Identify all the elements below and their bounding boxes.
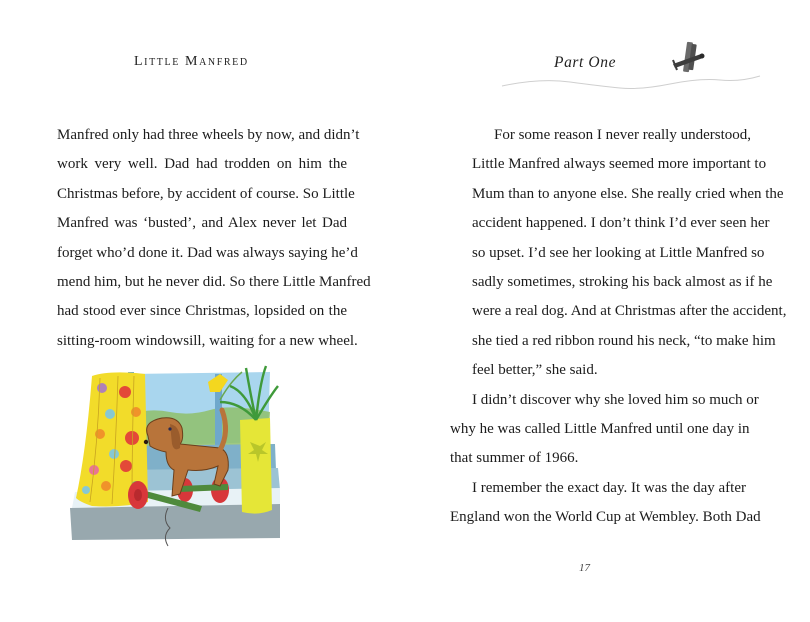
biplane-icon xyxy=(671,40,705,76)
running-head: Little Manfred xyxy=(134,54,249,69)
paragraph xyxy=(450,474,761,533)
paragraph xyxy=(450,121,787,386)
text-line: feel better,” she said. xyxy=(472,362,598,379)
text-line: England won the World Cup at Wembley. Both Dad xyxy=(450,509,761,526)
text-line: so upset. I’d see her looking at Little Manfred so xyxy=(472,244,765,261)
toy-dog-illustration xyxy=(70,362,280,556)
page-number: 17 xyxy=(579,562,590,574)
text-line: Mum than to anyone else. She really cried when the xyxy=(472,185,784,202)
text-line: had stood ever since Christmas, lopsided on the xyxy=(57,303,347,320)
text-line: sitting-room windowsill, waiting for a new wheel. xyxy=(57,332,358,349)
text-line: sadly sometimes, stroking his back almost as if he xyxy=(472,274,773,291)
text-line: Manfred only had three wheels by now, and didn’t xyxy=(57,127,360,143)
text-line: why he was called Little Manfred until one day in xyxy=(450,421,750,438)
text-line: For some reason I never really understood, xyxy=(494,127,752,143)
right-page xyxy=(405,0,810,622)
text-line: Little Manfred always seemed more important to xyxy=(472,156,767,173)
text-line: work very well. Dad had trodden on him the xyxy=(57,156,347,173)
text-line: she tied a red ribbon round his neck, “to make him xyxy=(472,332,776,349)
left-body-text xyxy=(57,121,371,356)
text-line: Manfred was ‘busted’, and Alex never let Dad xyxy=(57,215,347,232)
text-line: accident happened. I don’t think I’d ever seen her xyxy=(472,215,770,232)
paragraph xyxy=(450,386,759,474)
text-line: mend him, but he never did. So there Little Manfred xyxy=(57,274,371,291)
text-line: I didn’t discover why she loved him so much or xyxy=(472,391,759,408)
text-line: that summer of 1966. xyxy=(450,450,579,467)
section-heading: Part One xyxy=(554,54,617,71)
text-line: forget who’d done it. Dad was always saying he’d xyxy=(57,244,358,261)
swoosh-ornament xyxy=(500,70,785,94)
text-line: were a real dog. And at Christmas after the accident, xyxy=(472,303,787,320)
paragraph xyxy=(57,121,371,356)
text-line: I remember the exact day. It was the day after xyxy=(472,479,746,496)
text-line: Christmas before, by accident of course. So Little xyxy=(57,185,355,202)
right-body-text xyxy=(450,121,787,533)
